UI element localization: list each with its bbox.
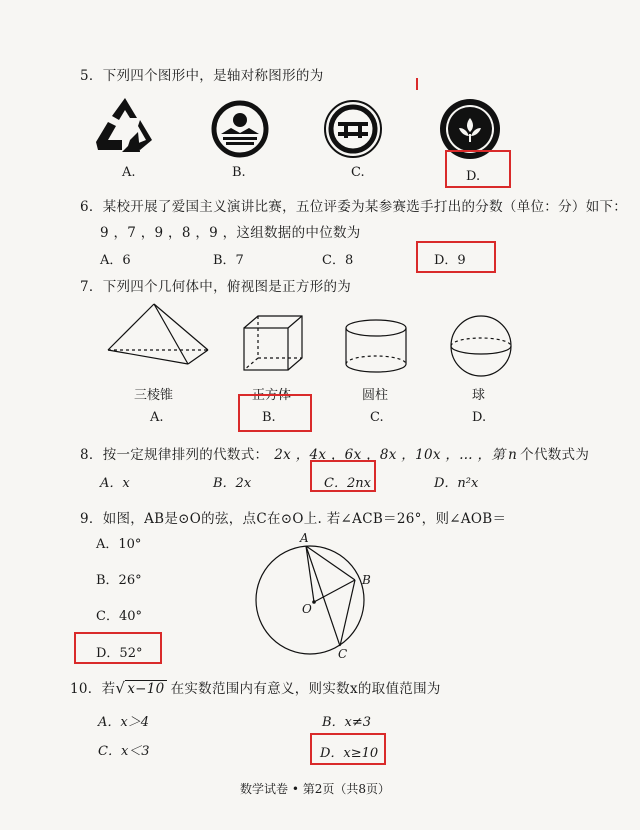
q7-shape-name-c: 圆柱 — [362, 388, 389, 403]
q7-shape-name-a: 三棱锥 — [134, 388, 174, 403]
cube-figure — [240, 314, 308, 374]
q6-option-d[interactable]: D．9 — [434, 253, 466, 268]
q8-option-a[interactable]: A．x — [100, 476, 130, 491]
label-c: C — [338, 647, 348, 661]
q7-option-a[interactable]: A. — [150, 410, 164, 425]
red-pen-mark — [416, 78, 418, 90]
page-footer: 数学试卷 • 第2页（共8页） — [240, 782, 390, 796]
q10-radicand: x−10 — [127, 681, 165, 697]
q10-stem-rest: 在实数范围内有意义，则实数x的取值范围为 — [170, 681, 441, 697]
answer-highlight-q10 — [310, 733, 386, 765]
q6-option-c[interactable]: C．8 — [322, 253, 354, 268]
q8-stem-suffix: 个代数式为 — [520, 447, 590, 463]
cylinder-figure — [342, 318, 410, 376]
q6-stem: 6．某校开展了爱国主义演讲比赛，五位评委为某参赛选手打出的分数（单位：分）如下： — [80, 199, 628, 215]
q6-data: 9 ，7 ，9 ，8 ，9 ，这组数据的中位数为 — [100, 225, 361, 241]
answer-highlight-q5 — [445, 150, 511, 188]
label-b: B — [362, 573, 371, 587]
sunrise-emblem-icon — [207, 96, 273, 162]
q10-num: 10．若 — [70, 681, 116, 697]
q7-option-c[interactable]: C. — [370, 410, 384, 425]
sqrt-expression — [115, 679, 166, 697]
q7-shape-name-b: 正方体 — [252, 388, 292, 403]
answer-highlight-q7 — [238, 394, 312, 432]
q10-stem — [70, 677, 441, 697]
q9-stem: 9．如图，AB是⊙O的弦，点C在⊙O上. 若∠ACB＝26°，则∠AOB＝ — [80, 511, 507, 527]
recycle-icon — [92, 96, 158, 154]
q8-option-c[interactable]: C．2nx — [324, 476, 371, 491]
circle-emblem-icon — [320, 96, 386, 162]
q7-option-b[interactable]: B. — [262, 410, 276, 425]
q7-shape-name-d: 球 — [472, 388, 486, 403]
q7-option-d[interactable]: D. — [472, 410, 487, 425]
answer-highlight-q9 — [74, 632, 162, 664]
q5-option-c[interactable]: C. — [351, 165, 365, 180]
q5-stem: 5．下列四个图形中，是轴对称图形的为 — [80, 68, 324, 84]
q8-option-b[interactable]: B．2x — [213, 476, 252, 491]
q6-option-b[interactable]: B．7 — [213, 253, 244, 268]
q8-sequence: 2x ，4x ，6x ，8x ，10x ，… ，第 — [274, 447, 506, 463]
q7-stem: 7．下列四个几何体中，俯视图是正方形的为 — [80, 279, 352, 295]
q8-n: n — [508, 447, 518, 463]
label-a: A — [300, 531, 309, 545]
q5-option-b[interactable]: B. — [232, 165, 246, 180]
q8-option-d[interactable]: D．n²x — [434, 476, 479, 491]
sphere-figure — [444, 314, 518, 378]
label-o: O — [302, 602, 312, 616]
q8-stem-prefix: 8．按一定规律排列的代数式： — [80, 447, 269, 463]
q5-option-d[interactable]: D. — [466, 169, 481, 184]
q10-option-d[interactable]: D．x≥10 — [320, 746, 379, 761]
q5-option-a[interactable]: A. — [122, 165, 136, 180]
q9-option-b[interactable]: B．26° — [96, 573, 142, 588]
q10-option-a[interactable]: A．x＞4 — [98, 715, 149, 730]
q9-option-c[interactable]: C．40° — [96, 609, 142, 624]
answer-highlight-q6 — [416, 241, 496, 273]
q10-option-c[interactable]: C．x＜3 — [98, 744, 150, 759]
q9-option-d[interactable]: D．52° — [96, 646, 143, 661]
circle-chord-figure — [246, 530, 376, 665]
sqrt-symbol-icon: √ — [115, 679, 126, 697]
q6-option-a[interactable]: A．6 — [100, 253, 131, 268]
triangular-pyramid-figure — [104, 300, 212, 372]
q9-option-a[interactable]: A．10° — [96, 537, 142, 552]
q10-option-b[interactable]: B．x≠3 — [322, 715, 372, 730]
answer-highlight-q8 — [310, 460, 376, 492]
